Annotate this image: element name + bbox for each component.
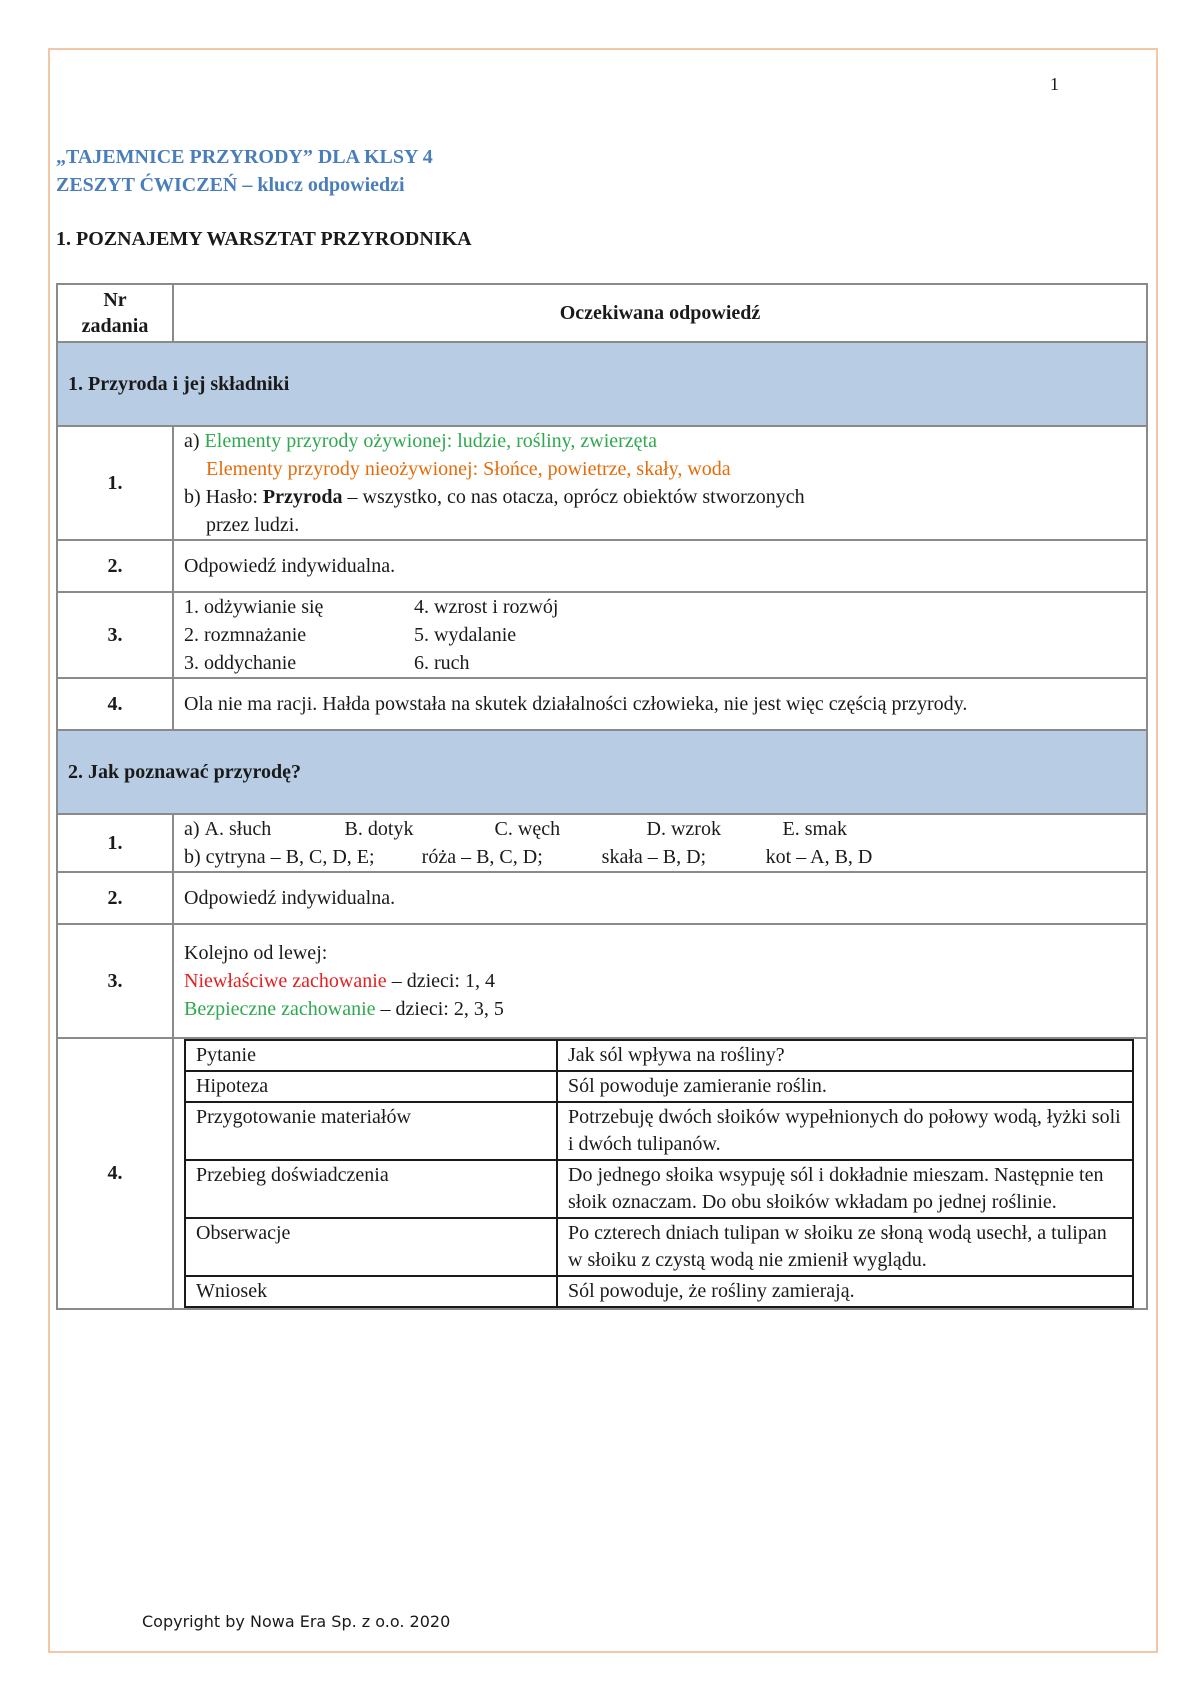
- task-answer: Odpowiedź indywidualna.: [173, 540, 1147, 592]
- column-header-nr-line1: Nr: [103, 289, 127, 311]
- task-number: 4.: [57, 1038, 173, 1309]
- list-item: 6. ruch: [414, 652, 470, 674]
- table-header-row: [57, 284, 1147, 342]
- answer-prefix-b: b) Hasło:: [184, 486, 263, 508]
- keyword: Przyroda: [262, 486, 343, 508]
- table-row: [57, 872, 1147, 924]
- safe-behaviour-children: – dzieci: 2, 3, 5: [375, 998, 504, 1020]
- task-number: 2.: [57, 540, 173, 592]
- subtitle-main: ZESZYT ĆWICZEŃ: [56, 174, 238, 196]
- object-senses: cytryna – B, C, D, E;: [205, 846, 375, 868]
- subtitle-rest: – klucz odpowiedzi: [237, 174, 405, 196]
- experiment-value: Sól powoduje zamieranie roślin.: [557, 1071, 1133, 1102]
- list-item: 5. wydalanie: [414, 624, 517, 646]
- answer-key-table: [56, 283, 1148, 1310]
- table-row: [57, 1038, 1147, 1309]
- table-row: [57, 540, 1147, 592]
- experiment-value: Potrzebuję dwóch słoików wypełnionych do połowy wodą, łyżki soli i dwóch tulipanów.: [557, 1102, 1133, 1160]
- task-answer: [173, 592, 1147, 678]
- experiment-row: [185, 1071, 1133, 1102]
- object-senses: róża – B, C, D;: [421, 846, 543, 868]
- answer-prefix-b: b): [184, 846, 206, 868]
- task-number: 1.: [57, 426, 173, 540]
- experiment-step: Przebieg doświadczenia: [185, 1160, 557, 1218]
- experiment-table: [184, 1039, 1134, 1308]
- experiment-row: [185, 1218, 1133, 1276]
- page-number: 1: [1050, 74, 1059, 94]
- list-item: 2. rozmnażanie: [184, 624, 307, 646]
- wrong-behaviour-children: – dzieci: 1, 4: [386, 970, 495, 992]
- sense-item: A. słuch: [204, 818, 272, 840]
- experiment-row: [185, 1040, 1133, 1071]
- experiment-row: [185, 1160, 1133, 1218]
- task-number: 4.: [57, 678, 173, 730]
- sense-item: D. wzrok: [646, 818, 721, 840]
- answer-intro: Kolejno od lewej:: [184, 942, 328, 964]
- table-row: [57, 426, 1147, 540]
- experiment-step: Wniosek: [185, 1276, 557, 1307]
- column-header-answer: Oczekiwana odpowiedź: [173, 284, 1147, 342]
- copyright-footer: Copyright by Nowa Era Sp. z o.o. 2020: [142, 1612, 451, 1631]
- task-number: 2.: [57, 872, 173, 924]
- experiment-step: Obserwacje: [185, 1218, 557, 1276]
- chapter-title: 1. POZNAJEMY WARSZTAT PRZYRODNIKA: [56, 228, 472, 250]
- table-row: [57, 924, 1147, 1038]
- document-title: „TAJEMNICE PRZYRODY” DLA KLSY 4: [56, 146, 433, 168]
- task-number: 1.: [57, 814, 173, 872]
- list-item: 4. wzrost i rozwój: [414, 596, 559, 618]
- list-item: 3. oddychanie: [184, 652, 297, 674]
- section-title: 1. Przyroda i jej składniki: [57, 342, 1147, 426]
- task-answer: [173, 924, 1147, 1038]
- experiment-row: [185, 1276, 1133, 1307]
- section-row: [57, 730, 1147, 814]
- section-title: 2. Jak poznawać przyrodę?: [57, 730, 1147, 814]
- answer-prefix: a): [184, 818, 205, 840]
- experiment-value: Jak sól wpływa na rośliny?: [557, 1040, 1133, 1071]
- sense-item: C. węch: [494, 818, 561, 840]
- experiment-value: Sól powoduje, że rośliny zamierają.: [557, 1276, 1133, 1307]
- experiment-step: Pytanie: [185, 1040, 557, 1071]
- task-number: 3.: [57, 592, 173, 678]
- living-elements: Elementy przyrody ożywionej: ludzie, rośliny, zwierzęta: [204, 430, 657, 452]
- task-answer: [173, 814, 1147, 872]
- keyword-definition-cont: przez ludzi.: [206, 514, 300, 536]
- task-answer: Odpowiedź indywidualna.: [173, 872, 1147, 924]
- nonliving-elements: Elementy przyrody nieożywionej: Słońce, powietrze, skały, woda: [206, 458, 731, 480]
- task-number: 3.: [57, 924, 173, 1038]
- table-row: [57, 592, 1147, 678]
- document-subtitle: [56, 174, 405, 197]
- task-answer: Ola nie ma racji. Hałda powstała na skutek działalności człowieka, nie jest więc częścią przyrody.: [173, 678, 1147, 730]
- experiment-value: Po czterech dniach tulipan w słoiku ze słoną wodą usechł, a tulipan w słoiku z czystą wodą nie zmienił wyglądu.: [557, 1218, 1133, 1276]
- experiment-value: Do jednego słoika wsypuję sól i dokładnie mieszam. Następnie ten słoik oznaczam. Do obu słoików wkładam po jednej roślinie.: [557, 1160, 1133, 1218]
- experiment-cell: [173, 1038, 1147, 1309]
- safe-behaviour-label: Bezpieczne zachowanie: [184, 998, 376, 1020]
- object-senses: skała – B, D;: [601, 846, 707, 868]
- table-row: [57, 678, 1147, 730]
- object-senses: kot – A, B, D: [765, 846, 873, 868]
- column-header-nr-line2: zadania: [81, 315, 149, 337]
- wrong-behaviour-label: Niewłaściwe zachowanie: [184, 970, 387, 992]
- column-header-nr: [57, 284, 173, 342]
- experiment-step: Hipoteza: [185, 1071, 557, 1102]
- task-answer: [173, 426, 1147, 540]
- answer-prefix: a): [184, 430, 205, 452]
- table-row: [57, 814, 1147, 872]
- sense-item: E. smak: [782, 818, 847, 840]
- list-item: 1. odżywianie się: [184, 596, 324, 618]
- experiment-row: [185, 1102, 1133, 1160]
- experiment-step: Przygotowanie materiałów: [185, 1102, 557, 1160]
- section-row: [57, 342, 1147, 426]
- sense-item: B. dotyk: [344, 818, 414, 840]
- keyword-definition: – wszystko, co nas otacza, oprócz obiektów stworzonych: [342, 486, 805, 508]
